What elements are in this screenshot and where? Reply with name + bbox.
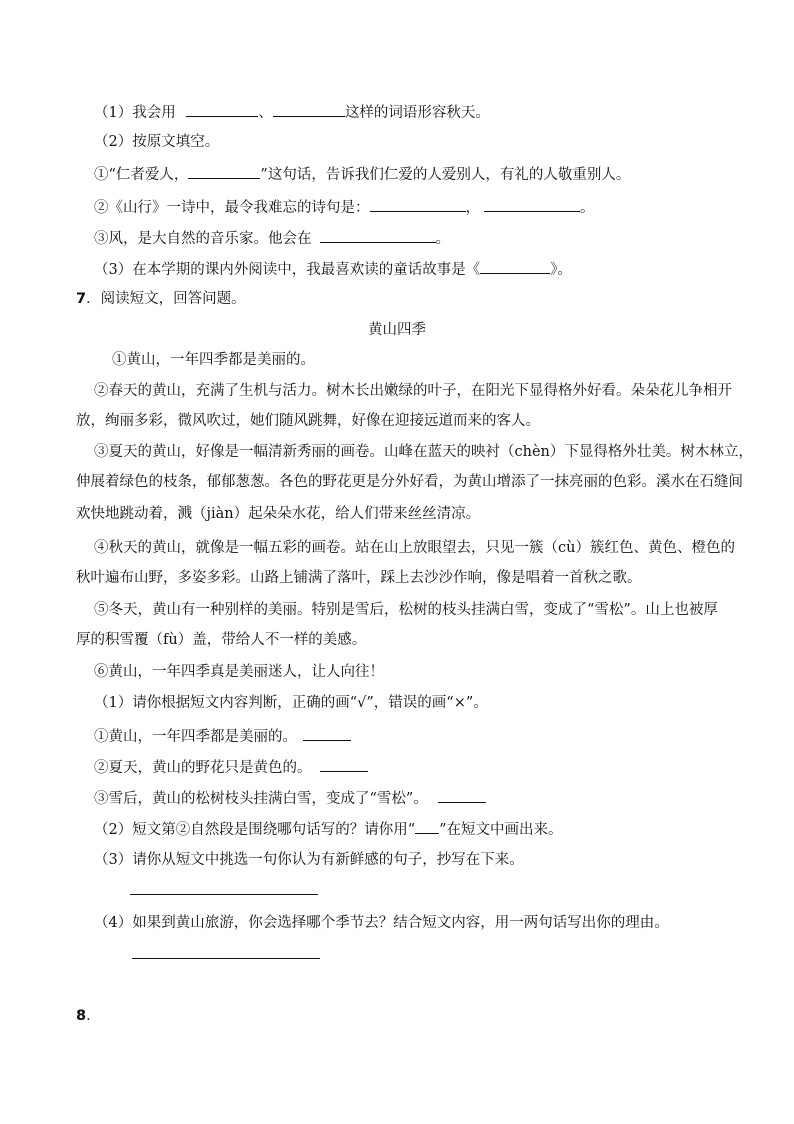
q6-part2-item3: ③风，是大自然的音乐家。他会在 。 [94,227,450,249]
article-paragraph-5-line2: 厚的积雪覆（fù）盖，带给人不一样的美感。 [76,632,367,648]
article-paragraph-5-line1: ⑤冬天，黄山有一种别样的美丽。特别是雪后，松树的枝头挂满白雪，变成了“雪松”。山上也被厚 [94,602,718,618]
answer-blank[interactable] [370,196,466,212]
article-paragraph-2-line1: ②春天的黄山，充满了生机与活力。树木长出嫩绿的叶子，在阳光下显得格外好看。朵朵花儿争相开 [94,383,732,399]
article-paragraph-3-line2: 伸展着绿色的枝条，郁郁葱葱。各色的野花更是分外好看，为黄山增添了一抹亮丽的色彩。溪水在石缝间 [76,474,743,490]
q7-part1-item2: ②夏天，黄山的野花只是黄色的。 [94,756,368,778]
article-title: 黄山四季 [368,322,426,338]
question-7-heading: 7．阅读短文，回答问题。 [76,291,246,307]
article-paragraph-2-line2: 放，绚丽多彩，微风吹过，她们随风跳舞，好像在迎接远道而来的客人。 [76,413,540,429]
answer-blank[interactable] [480,258,550,274]
q7-part2: （2）短文第②自然段是围绕哪句话写的？请你用“ ”在短文中画出来。 [94,818,563,840]
answer-blank[interactable] [186,101,258,117]
answer-blank[interactable] [303,725,351,741]
article-paragraph-3-line3: 欢快地跳动着，溅（jiàn）起朵朵水花，给人们带来丝丝清凉。 [76,506,481,522]
answer-blank[interactable] [188,163,260,179]
answer-line[interactable] [130,894,318,895]
q7-part1-item3: ③雪后，黄山的松树枝头挂满白雪，变成了“雪松”。 [94,787,486,809]
q7-part4: （4）如果到黄山旅游，你会选择哪个季节去？结合短文内容，用一两句话写出你的理由。 [94,915,669,931]
answer-blank[interactable] [484,196,580,212]
q6-part1: （1）我会用 、 这样的词语形容秋天。 [94,101,490,123]
q6-part2: （2）按原文填空。 [94,134,220,150]
answer-blank[interactable] [438,787,486,803]
answer-blank[interactable] [273,101,345,117]
q7-part3: （3）请你从短文中挑选一句你认为有新鲜感的句子，抄写在下来。 [94,852,524,868]
answer-blank[interactable] [320,756,368,772]
article-paragraph-4-line1: ④秋天的黄山，就像是一幅五彩的画卷。站在山上放眼望去，只见一簇（cù）簇红色、黄色、橙色的 [94,540,735,556]
q6-part3: （3）在本学期的课内外阅读中，我最喜欢读的童话故事是《 》。 [94,258,572,280]
article-paragraph-4-line2: 秋叶遍布山野，多姿多彩。山路上铺满了落叶，踩上去沙沙作响，像是唱着一首秋之歌。 [76,570,642,586]
underline-sample [415,818,439,834]
article-paragraph-1: ①黄山，一年四季都是美丽的。 [112,352,315,368]
q7-part1-item1: ①黄山，一年四季都是美丽的。 [94,725,351,747]
q6-part2-item2: ②《山行》一诗中，最令我难忘的诗句是： ， 。 [94,196,595,218]
q6-part2-item1: ①“仁者爱人， ”这句话，告诉我们仁爱的人爱别人，有礼的人敬重别人。 [94,163,630,185]
answer-blank[interactable] [320,227,436,243]
q7-part1: （1）请你根据短文内容判断，正确的画“√”，错误的画“×”。 [94,695,488,711]
article-paragraph-3-line1: ③夏天的黄山，好像是一幅清新秀丽的画卷。山峰在蓝天的映衬（chèn）下显得格外壮美。树木林立， [94,444,753,460]
question-8-heading: 8． [76,1008,101,1024]
article-paragraph-6: ⑥黄山，一年四季真是美丽迷人，让人向往！ [94,664,384,680]
answer-line[interactable] [132,958,320,959]
